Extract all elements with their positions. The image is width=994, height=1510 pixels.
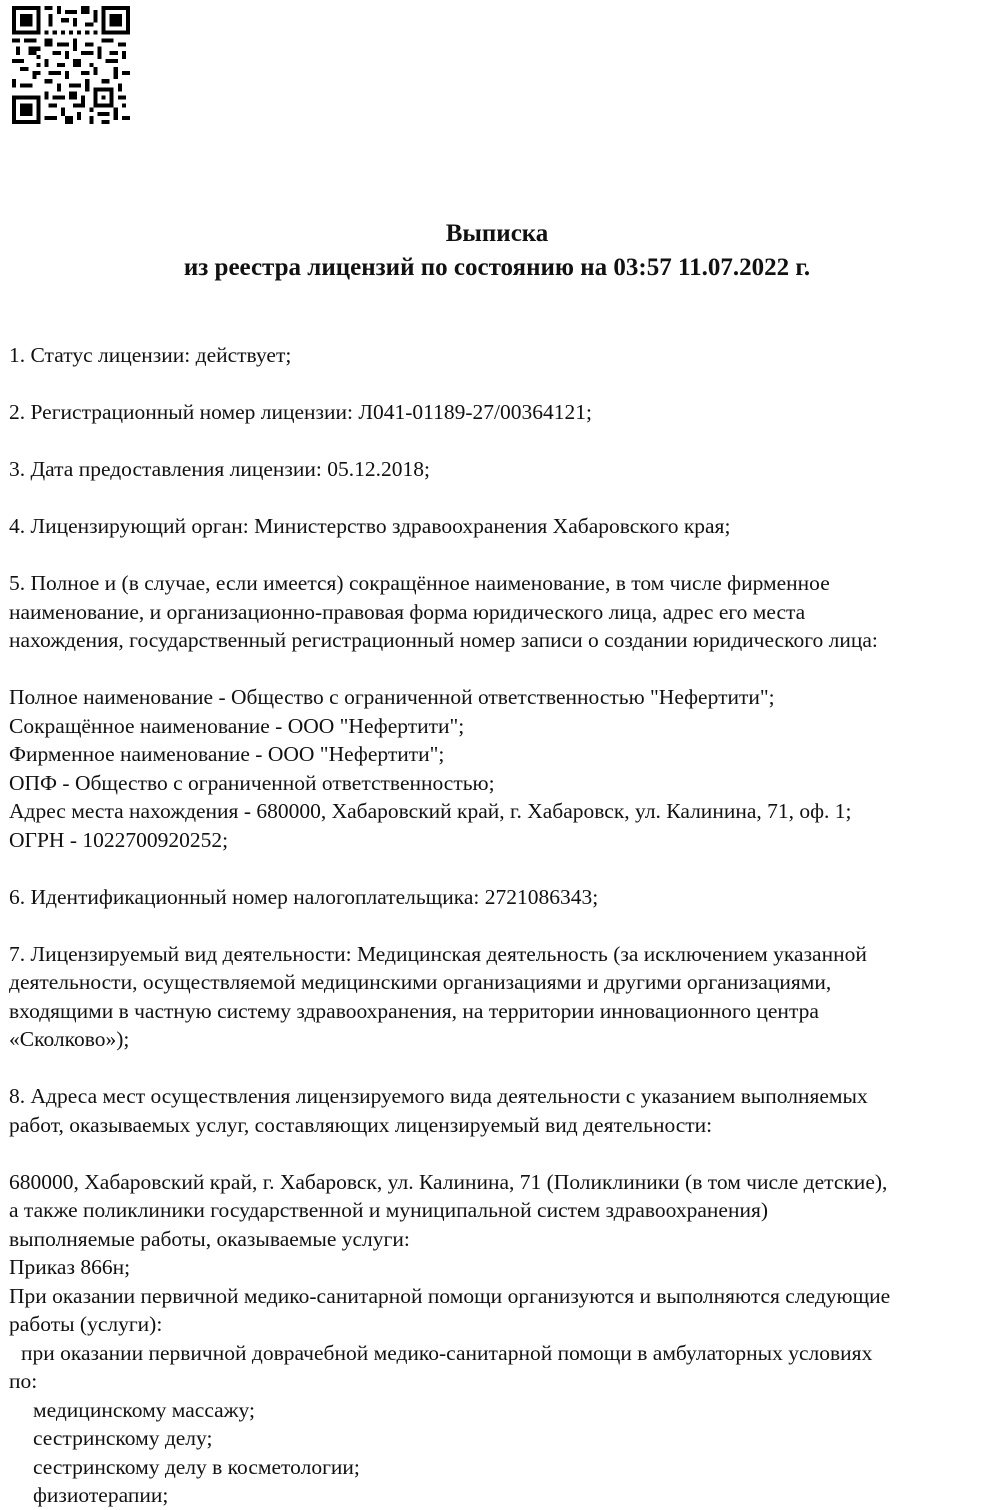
names-intro-line: 5. Полное и (в случае, если имеется) сокращённое наименование, в том числе фирменное <box>9 571 830 595</box>
pre-doctor-line: по: <box>9 1369 38 1393</box>
places-line: работ, оказываемых услуг, составляющих лицензируемый вид деятельности: <box>9 1112 713 1137</box>
doc-subtitle: из реестра лицензий по состоянию на 03:57 11.07.2022 г. <box>183 254 811 281</box>
full-name: Полное наименование - Общество с ограниченной ответственностью "Нефертити"; <box>9 685 775 709</box>
legal-form: ОПФ - Общество с ограниченной ответственностью; <box>9 770 495 795</box>
service-item: медицинскому массажу; <box>33 1397 255 1422</box>
service-item: сестринскому делу в косметологии; <box>33 1454 360 1479</box>
spacer <box>9 911 984 940</box>
spacer <box>9 370 984 399</box>
works-label: выполняемые работы, оказываемые услуги: <box>9 1226 410 1251</box>
pre-doctor-line: при оказании первичной доврачебной медико-санитарной помощи в амбулаторных условиях <box>21 1340 873 1365</box>
qr-code <box>12 6 130 124</box>
names-intro-line: нахождения, государственный регистрационный номер записи о создании юридического лица: <box>9 628 878 652</box>
spacer <box>9 427 984 456</box>
place-address-line: 680000, Хабаровский край, г. Хабаровск, ул. Калинина, 71 (Поликлиники (в том числе детские), <box>9 1169 888 1194</box>
spacer <box>9 1054 984 1083</box>
names-intro-line: наименование, и организационно-правовая форма юридического лица, адрес его места <box>9 599 806 624</box>
license-reg-number: 2. Регистрационный номер лицензии: Л041-01189-27/00364121; <box>9 400 592 424</box>
licensing-authority: 4. Лицензирующий орган: Министерство здравоохранения Хабаровского края; <box>9 514 731 538</box>
activity-line: «Сколково»); <box>9 1027 130 1051</box>
spacer <box>9 541 984 570</box>
legal-address: Адрес места нахождения - 680000, Хабаровский край, г. Хабаровск, ул. Калинина, 71, оф. 1; <box>9 799 852 823</box>
license-issue-date: 3. Дата предоставления лицензии: 05.12.2018; <box>9 457 430 481</box>
spacer <box>9 655 984 684</box>
activity-line: деятельности, осуществляемой медицинскими организациями и другими организациями, <box>9 970 832 994</box>
pmsp-line: работы (услуги): <box>9 1312 163 1336</box>
doc-title: Выписка <box>445 220 549 247</box>
pmsp-line: При оказании первичной медико-санитарной помощи организуются и выполняются следующие <box>9 1283 891 1308</box>
spacer <box>9 484 984 513</box>
spacer <box>9 854 984 883</box>
license-status: 1. Статус лицензии: действует; <box>9 343 292 367</box>
inn: 6. Идентификационный номер налогоплательщика: 2721086343; <box>9 884 599 909</box>
activity-line: входящими в частную систему здравоохранения, на территории инновационного центра <box>9 998 819 1023</box>
order-ref: Приказ 866н; <box>9 1255 131 1279</box>
service-item: физиотерапии; <box>33 1483 169 1507</box>
service-item: сестринскому делу; <box>33 1426 213 1450</box>
document-body <box>9 341 984 1510</box>
spacer <box>9 1139 984 1168</box>
activity-line: 7. Лицензируемый вид деятельности: Медицинская деятельность (за исключением указанной <box>9 941 867 966</box>
brand-name: Фирменное наименование - ООО "Нефертити"; <box>9 742 445 766</box>
places-line: 8. Адреса мест осуществления лицензируемого вида деятельности с указанием выполняемых <box>9 1084 868 1108</box>
short-name: Сокращённое наименование - ООО "Нефертити"; <box>9 713 465 738</box>
place-address-line: а также поликлиники государственной и муниципальной систем здравоохранения) <box>9 1198 769 1222</box>
ogrn: ОГРН - 1022700920252; <box>9 827 229 852</box>
